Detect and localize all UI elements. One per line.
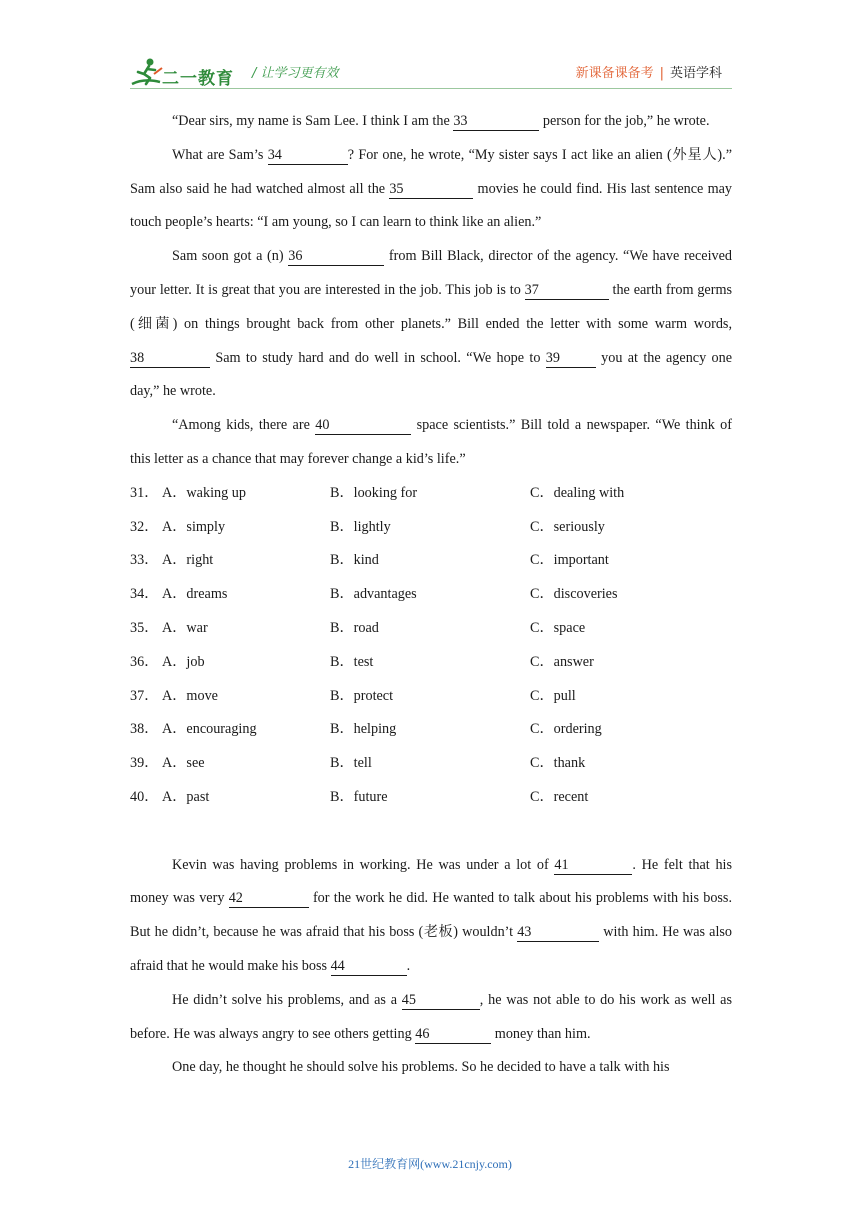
option-row [130, 477, 732, 511]
document-body [130, 105, 732, 1085]
option-c: C．space [530, 619, 586, 636]
option-b: B．protect [330, 687, 394, 704]
question-number: 31． [130, 484, 159, 501]
paragraph: He didn’t solve his problems, and as a 45 , he was not able to do his work as well as before. He was always angry to see others getting 46 money than him. [130, 991, 732, 1042]
answer-blank-46: 46 [415, 1025, 491, 1044]
answer-blank-43: 43 [517, 923, 599, 942]
question-number: 39． [130, 755, 159, 772]
answer-blank-36: 36 [288, 247, 384, 266]
question-number: 35． [130, 619, 159, 636]
option-b: B．road [330, 619, 379, 636]
option-c: C．discoveries [530, 586, 618, 603]
section-gap [130, 815, 732, 849]
header-subject-label: 英语学科 [669, 66, 722, 81]
question-number: 38． [130, 721, 159, 738]
slogan: / 让学习更有效 [252, 66, 339, 81]
option-row [130, 578, 732, 612]
option-b: B．future [330, 788, 388, 805]
option-b: B．tell [330, 755, 372, 772]
option-b: B．advantages [330, 586, 417, 603]
header-separator: | [659, 66, 664, 81]
option-row [130, 781, 732, 815]
options-list [130, 477, 732, 815]
option-row [130, 544, 732, 578]
passage-2 [130, 849, 732, 1086]
passage-1 [130, 105, 732, 477]
option-c: C．pull [530, 687, 576, 704]
option-a: A．see [162, 755, 205, 772]
option-c: C．recent [530, 788, 589, 805]
option-b: B．lightly [330, 518, 391, 535]
option-c: C．ordering [530, 721, 602, 738]
option-a: A．waking up [162, 484, 246, 501]
answer-blank-45: 45 [402, 991, 480, 1010]
answer-blank-35: 35 [389, 180, 473, 199]
question-number: 36． [130, 653, 159, 670]
option-a: A．right [162, 552, 214, 569]
option-row [130, 612, 732, 646]
answer-blank-41: 41 [554, 856, 632, 875]
option-a: A．dreams [162, 586, 228, 603]
answer-blank-37: 37 [525, 281, 609, 300]
option-b: B．helping [330, 721, 397, 738]
question-number: 32． [130, 518, 159, 535]
header-subject [576, 62, 722, 81]
option-row [130, 511, 732, 545]
option-b: B．kind [330, 552, 379, 569]
option-c: C．answer [530, 653, 594, 670]
runner-logo-icon [130, 56, 164, 90]
paragraph: One day, he thought he should solve his problems. So he decided to have a talk with his [172, 1059, 670, 1076]
option-a: A．job [162, 653, 205, 670]
option-c: C．dealing with [530, 484, 625, 501]
option-c: C．seriously [530, 518, 605, 535]
option-c: C．important [530, 552, 609, 569]
logo [130, 56, 242, 90]
option-row [130, 680, 732, 714]
option-a: A．simply [162, 518, 226, 535]
header-divider [130, 88, 732, 89]
question-number: 37． [130, 687, 159, 704]
option-a: A．move [162, 687, 218, 704]
option-row [130, 646, 732, 680]
logo-text: 二一教育 [162, 69, 234, 89]
option-b: B．test [330, 653, 374, 670]
paragraph: “Dear sirs, my name is Sam Lee. I think I am the 33 person for the job,” he wrote. [172, 113, 710, 129]
option-row [130, 747, 732, 781]
paragraph: Kevin was having problems in working. He was under a lot of 41 . He felt that his money was very 42 for the work he did. He wanted to talk about his problems with his boss. But he didn’t, because he was afraid that his boss (老板) wouldn’t 43 with him. He was also afraid that he would make his boss 44 . [130, 856, 733, 974]
option-c: C．thank [530, 755, 586, 772]
paragraph: “Among kids, there are 40 space scientists.” Bill told a newspaper. “We think of this letter as a chance that may forever change a kid’s life.” [130, 417, 732, 467]
question-number: 40． [130, 788, 159, 805]
paragraph: What are Sam’s 34 ? For one, he wrote, “My sister says I act like an alien (外星人).” Sam also said he had watched almost all the 35 movies he could find. His last sentence may touch people’s hearts: “I am young, so I can learn to think like an alien.” [130, 146, 732, 231]
question-number: 33． [130, 552, 159, 569]
option-a: A．past [162, 788, 210, 805]
option-a: A．war [162, 619, 208, 636]
answer-blank-39: 39 [546, 349, 596, 368]
question-number: 34． [130, 586, 159, 603]
answer-blank-33: 33 [453, 112, 539, 131]
page-footer: 21世纪教育网(www.21cnjy.com) [348, 1157, 512, 1171]
page-header [130, 52, 732, 92]
answer-blank-40: 40 [315, 416, 411, 435]
answer-blank-34: 34 [268, 146, 348, 165]
answer-blank-42: 42 [229, 889, 309, 908]
option-a: A．encouraging [162, 721, 257, 738]
option-row [130, 713, 732, 747]
paragraph: Sam soon got a (n) 36 from Bill Black, director of the agency. “We have received your letter. It is great that you are interested in the job. This job is to 37 the earth from germs (细菌) on things brought back from other planets.” Bill ended the letter with some warm words,38 Sam to study hard and do well in school. “We hope to 39 you at the agency one day,” he wrote. [130, 248, 733, 400]
answer-blank-44: 44 [331, 957, 407, 976]
header-course-label: 新课备课备考 [575, 66, 654, 81]
option-b: B．looking for [330, 484, 418, 501]
answer-blank-38: 38 [130, 349, 210, 368]
